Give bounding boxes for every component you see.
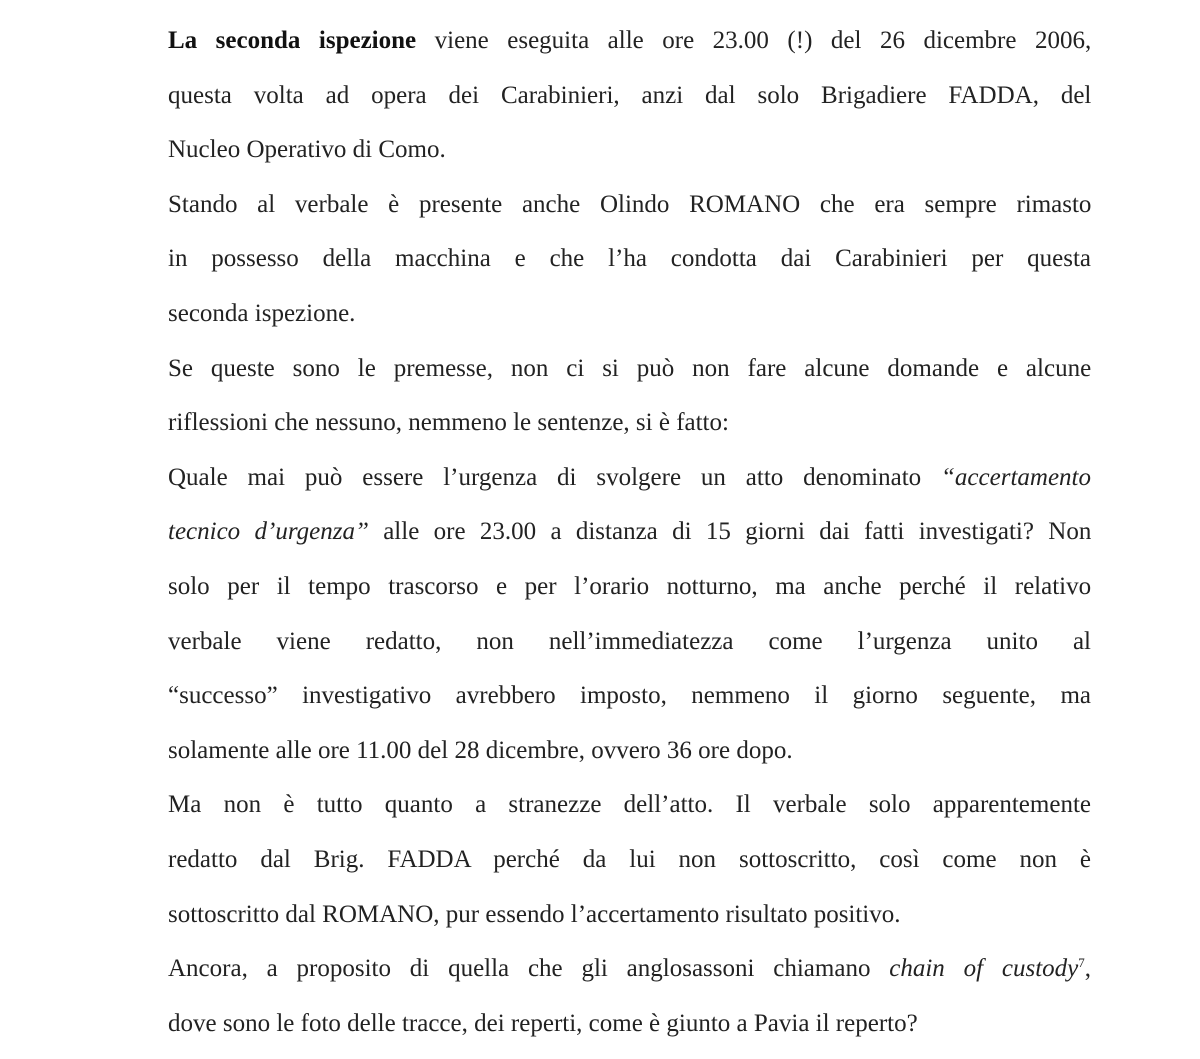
- line-text: verbale viene redatto, non nell’immediatezza come l’urgenza unito al: [168, 627, 1091, 655]
- text-line: [168, 778, 1091, 833]
- paragraph: [168, 14, 1091, 178]
- text-line: [168, 888, 1091, 943]
- paragraph: [168, 451, 1091, 779]
- text-line: [168, 178, 1091, 233]
- line-text: Quale mai può essere l’urgenza di svolgere un atto denominato: [168, 463, 942, 491]
- paragraph: [168, 342, 1091, 451]
- line-text: Ma non è tutto quanto a stranezze dell’atto. Il verbale solo apparentemente: [168, 791, 1091, 819]
- line-text: sottoscritto dal ROMANO, pur essendo l’accertamento risultato positivo.: [168, 900, 901, 928]
- footnote-reference[interactable]: 7: [1078, 955, 1085, 971]
- line-text: dove sono le foto delle tracce, dei reperti, come è giunto a Pavia il reperto?: [168, 1009, 918, 1037]
- line-text: redatto dal Brig. FADDA perché da lui non sottoscritto, così come non è: [168, 845, 1091, 873]
- line-text: Ancora, a proposito di quella che gli anglosassoni chiamano: [168, 955, 890, 983]
- text-line: [168, 505, 1091, 560]
- line-text: riflessioni che nessuno, nemmeno le sentenze, si è fatto:: [168, 409, 729, 437]
- italic-term: “accertamento: [941, 463, 1091, 491]
- italic-term: tecnico d’urgenza”: [168, 518, 369, 546]
- paragraph: [168, 778, 1091, 942]
- line-text: Nucleo Operativo di Como.: [168, 136, 446, 164]
- punctuation: ,: [1084, 955, 1091, 983]
- paragraph: [168, 942, 1091, 1051]
- text-line: [168, 615, 1091, 670]
- line-text: seconda ispezione.: [168, 299, 356, 327]
- text-line: [168, 451, 1091, 506]
- bold-heading-text: La seconda ispezione: [168, 27, 417, 54]
- text-line: [168, 69, 1091, 124]
- line-text: Stando al verbale è presente anche Olindo ROMANO che era sempre rimasto: [168, 190, 1092, 218]
- italic-term: chain of custody: [889, 955, 1079, 983]
- line-text: solo per il tempo trascorso e per l’orario notturno, ma anche perché il relativo: [168, 572, 1092, 600]
- text-line: [168, 14, 1091, 69]
- text-line: [168, 396, 1091, 451]
- line-text: Se queste sono le premesse, non ci si può non fare alcune domande e alcune: [168, 354, 1092, 382]
- line-text: questa volta ad opera dei Carabinieri, anzi dal solo Brigadiere FADDA, del: [168, 81, 1092, 109]
- document-page: [168, 14, 1091, 1051]
- line-text: solamente alle ore 11.00 del 28 dicembre, ovvero 36 ore dopo.: [168, 736, 793, 764]
- line-text: viene eseguita alle ore 23.00 (!) del 26 dicembre 2006,: [416, 27, 1092, 54]
- text-line: [168, 232, 1091, 287]
- text-line: [168, 833, 1091, 888]
- line-text: alle ore 23.00 a distanza di 15 giorni dai fatti investigati? Non: [368, 518, 1092, 546]
- text-line: [168, 669, 1091, 724]
- text-line: [168, 724, 1091, 779]
- paragraph: [168, 178, 1091, 342]
- text-line: [168, 342, 1091, 397]
- line-text: “successo” investigativo avrebbero imposto, nemmeno il giorno seguente, ma: [168, 682, 1091, 710]
- text-line: [168, 123, 1091, 178]
- text-line: [168, 942, 1091, 997]
- text-line: [168, 287, 1091, 342]
- text-line: [168, 560, 1091, 615]
- line-text: in possesso della macchina e che l’ha condotta dai Carabinieri per questa: [168, 245, 1091, 273]
- text-line: [168, 997, 1091, 1052]
